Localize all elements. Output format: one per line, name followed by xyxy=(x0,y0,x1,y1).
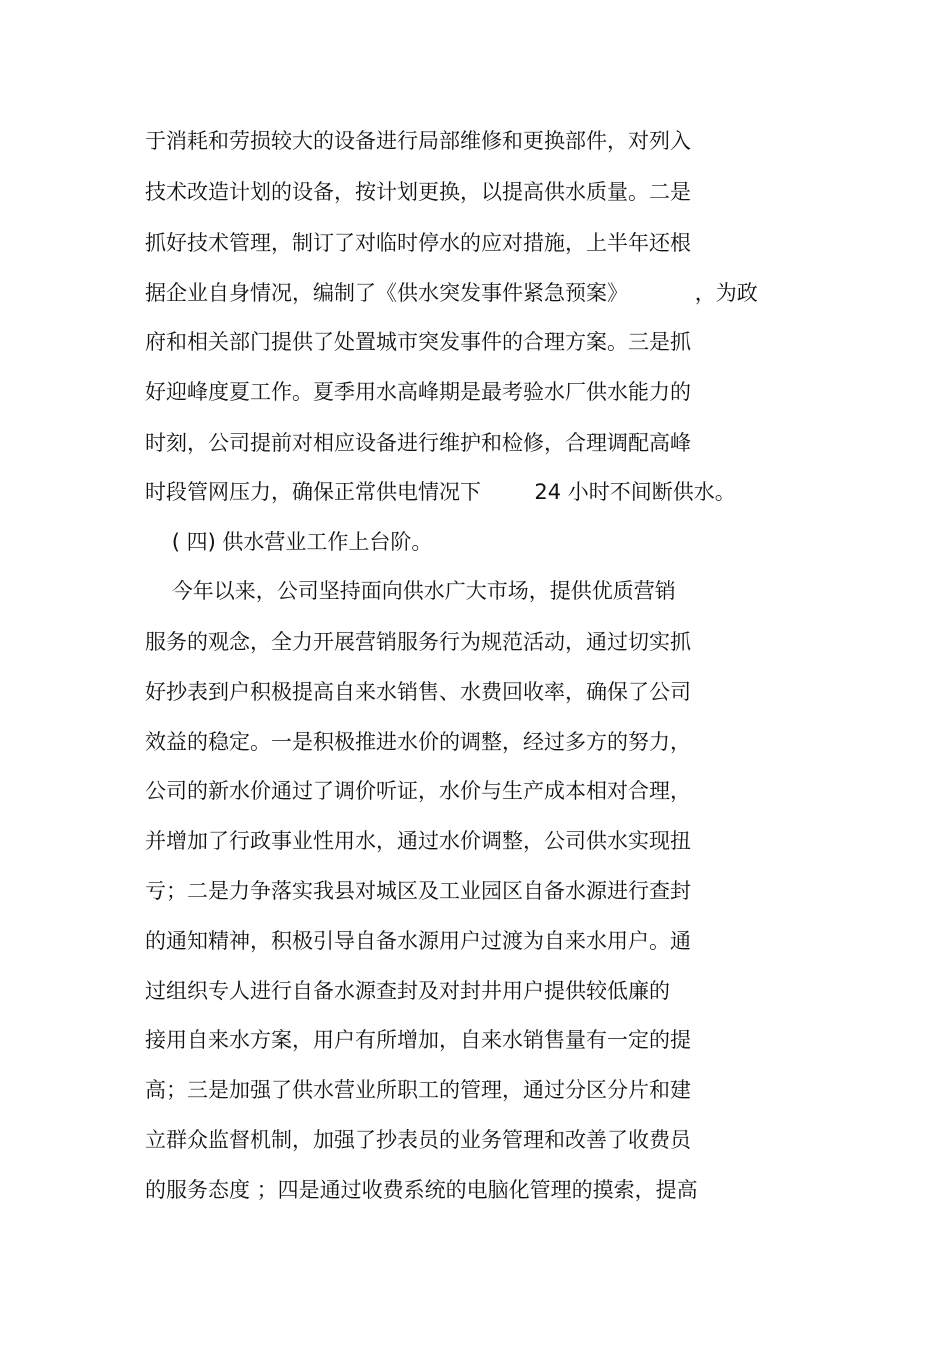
text-line: 时段管网压力，确保正常供电情况下 24 小时不间断供水。 xyxy=(145,480,736,504)
text-line: 府和相关部门提供了处置城市突发事件的合理方案。三是抓 xyxy=(145,330,691,354)
text-line: 今年以来，公司坚持面向供水广大市场，提供优质营销 xyxy=(145,579,676,603)
text-line: 于消耗和劳损较大的设备进行局部维修和更换部件，对列入 xyxy=(145,129,691,153)
text-line: 好迎峰度夏工作。夏季用水高峰期是最考验水厂供水能力的 xyxy=(145,380,691,404)
text-line: 亏；二是力争落实我县对城区及工业园区自备水源进行查封 xyxy=(145,879,691,903)
text-line: 抓好技术管理，制订了对临时停水的应对措施，上半年还根 xyxy=(145,231,691,255)
text-line: 效益的稳定。一是积极推进水价的调整，经过多方的努力， xyxy=(145,730,691,754)
text-line: 服务的观念，全力开展营销服务行为规范活动，通过切实抓 xyxy=(145,630,691,654)
text-line: 立群众监督机制，加强了抄表员的业务管理和改善了收费员 xyxy=(145,1128,691,1152)
text-line: 并增加了行政事业性用水，通过水价调整，公司供水实现扭 xyxy=(145,829,691,853)
text-line: 时刻，公司提前对相应设备进行维护和检修，合理调配高峰 xyxy=(145,431,691,455)
text-line: 公司的新水价通过了调价听证，水价与生产成本相对合理， xyxy=(145,779,691,803)
text-line: 的通知精神，积极引导自备水源用户过渡为自来水用户。通 xyxy=(145,929,691,953)
text-line: 接用自来水方案，用户有所增加，自来水销售量有一定的提 xyxy=(145,1028,691,1052)
text-line: 高；三是加强了供水营业所职工的管理，通过分区分片和建 xyxy=(145,1078,691,1102)
text-line: 据企业自身情况，编制了《供水突发事件紧急预案》 ，为政 xyxy=(145,281,758,305)
text-line: 过组织专人进行自备水源查封及对封井用户提供较低廉的 xyxy=(145,979,670,1003)
text-line: 技术改造计划的设备，按计划更换，以提高供水质量。二是 xyxy=(145,180,691,204)
text-line: 的服务态度 ；四是通过收费系统的电脑化管理的摸索，提高 xyxy=(145,1178,698,1202)
text-line: 好抄表到户积极提高自来水销售、水费回收率，确保了公司 xyxy=(145,680,691,704)
section-heading: ( 四) 供水营业工作上台阶。 xyxy=(145,530,433,554)
